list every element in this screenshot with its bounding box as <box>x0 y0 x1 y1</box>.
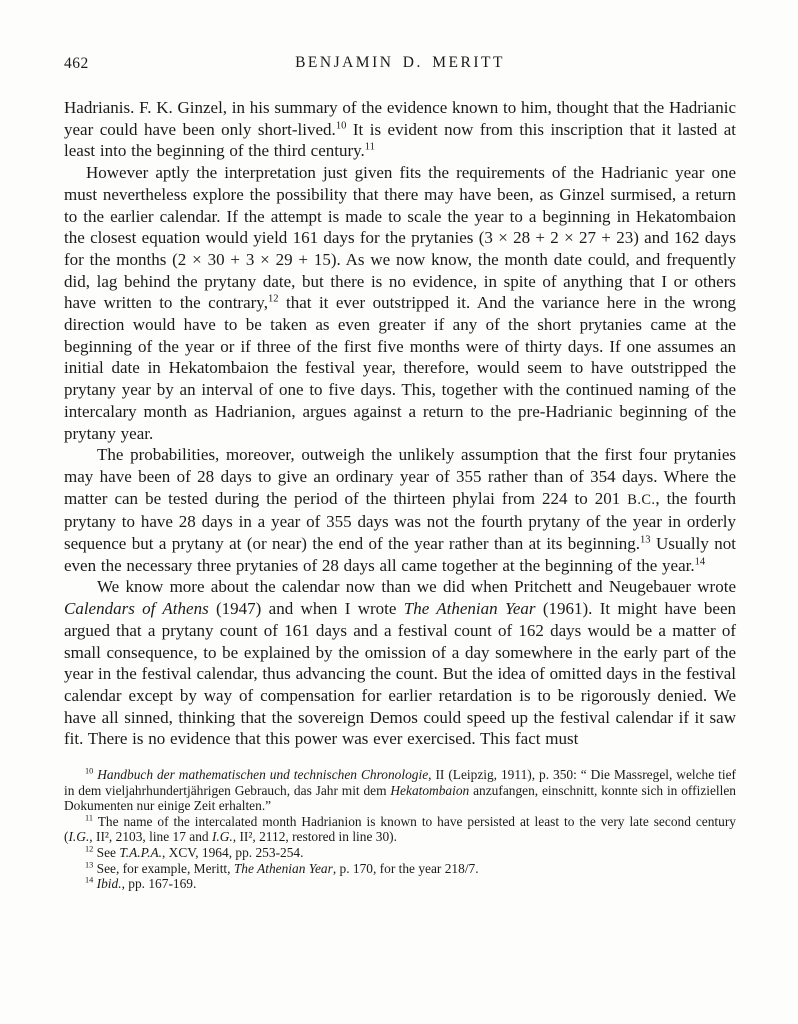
page-number: 462 <box>64 55 89 72</box>
text-segment: , pp. 167-169. <box>121 876 197 892</box>
text-segment: Calendars of Athens <box>64 599 209 619</box>
page-header <box>64 54 736 74</box>
footnote-ref: 11 <box>364 141 375 153</box>
footnote-ref: 10 <box>335 120 347 132</box>
text-segment: Ibid. <box>96 876 122 892</box>
text-segment: I.G. <box>68 829 90 845</box>
text-segment: See <box>93 845 120 861</box>
paragraph <box>64 576 736 750</box>
text-segment: anzufangen, einschnitt, konnte sich in offiziellen Dokumenten nur einige Zeit erhalten.” <box>64 782 736 814</box>
text-segment: Usually not even the necessary three prytanies of 28 days all came together at the beginning of the year. <box>64 534 736 575</box>
paragraph <box>64 444 736 576</box>
text-segment: It is evident now from this inscription that it lasted at least into the beginning of the third century. <box>64 119 737 161</box>
footnote-ref: 14 <box>85 875 94 885</box>
footnote-ref: 10 <box>85 766 94 776</box>
footnote <box>64 876 736 892</box>
paragraph <box>64 162 736 444</box>
text-segment: We know more about the calendar now than we did when Pritchett and Neugebauer wrote <box>97 577 736 597</box>
text-segment: Hekatombaion <box>390 782 470 798</box>
footnote-ref: 13 <box>85 860 94 870</box>
body-text <box>64 97 736 750</box>
text-segment: However aptly the interpretation just given fits the requirements of the Hadrianic year one must nevertheless explore the possibility that there may have been, as Ginzel surmised, a return to the earlier calendar. If the attempt is made to scale the year to a beginning in Hekatombaion the closest equation would yield 161 days for the prytanies (3 × 28 + 2 × 27 + 23) and 162 days for the months (2 × 30 + 3 × 29 + 15). As we now know, the month date could, and frequently did, lag behind the prytany date, but there is no evidence, in spite of anything that I or others have written to the contrary, <box>64 163 736 313</box>
text-segment: , the fourth prytany to have 28 days in a year of 355 days was not the fourth prytany of the year in orderly sequence but a prytany at (or near) the end of the year rather than at its beginning. <box>64 488 736 554</box>
footnote <box>64 814 736 845</box>
footnote-ref: 12 <box>267 293 279 305</box>
text-segment: T.A.P.A. <box>119 845 162 861</box>
text-segment: Hadrianis. F. K. Ginzel, in his summary of the evidence known to him, thought that the Hadrianic year could have been only short-lived. <box>64 98 736 139</box>
paragraph <box>64 97 736 162</box>
text-segment: I.G. <box>211 829 233 845</box>
text-segment: (1947) and when I wrote <box>208 599 404 619</box>
footnote-ref: 12 <box>85 844 94 854</box>
footnote <box>64 767 736 814</box>
footnote-ref: 13 <box>640 534 651 546</box>
footnotes <box>64 767 736 892</box>
text-segment: , II (Leipzig, 1911), p. 350: “ Die Massregel, welche tief in dem vieljahrhundertjährigen Gebrauch, das Jahr mit dem <box>64 767 736 798</box>
text-segment: that it ever outstripped it. And the variance here in the wrong direction would have to be taken as even greater if any of the short prytanies came at the beginning of the year or if three of the first five months were of thirty days. If one assumes an initial date in Hekatombaion the festival year, therefore, would seem to have outstripped the prytany year by an interval of one to five days. This, together with the continued naming of the intercalary month as Hadrianion, argues against a return to the pre-Hadrianic beginning of the prytany year. <box>64 293 736 443</box>
footnote-ref: 11 <box>85 813 93 823</box>
text-segment: (1961). It might have been argued that a prytany count of 161 days and a festival count of 162 days would be a matter of small consequence, to be explained by the omission of a day somewhere in the early part of the year in the festival calendar, thus advancing the count. But the idea of omitted days in the festival calendar except by way of compensation for earlier retardation is to be rigorously denied. We have all sinned, thinking that the sovereign Demos could speed up the festival calendar if it saw fit. There is no evidence that this power was ever exercised. This fact must <box>64 599 736 749</box>
running-head: BENJAMIN D. MERITT <box>295 54 505 71</box>
text-segment: See, for example, Meritt, <box>93 860 234 876</box>
text-segment: , II², 2103, line 17 and <box>89 829 212 845</box>
text-segment: The probabilities, moreover, outweigh the unlikely assumption that the first four prytanies may have been of 28 days to give an ordinary year of 355 rather than of 354 days. Where the matter can be tested during the period of the thirteen phylai from 224 to 201 <box>64 445 736 508</box>
text-segment: The Athenian Year <box>233 860 333 876</box>
footnote <box>64 861 736 877</box>
footnote-ref: 14 <box>694 556 706 568</box>
text-segment: B.C. <box>627 491 656 508</box>
text-segment: , XCV, 1964, pp. 253-254. <box>161 845 304 861</box>
text-segment: , II², 2112, restored in line 30). <box>232 829 397 845</box>
text-segment: The Athenian Year <box>403 599 536 619</box>
text-segment: Handbuch der mathematischen und technischen Chronologie <box>97 767 429 783</box>
text-segment: , p. 170, for the year 218/7. <box>332 860 479 876</box>
footnote <box>64 845 736 861</box>
text-segment: The name of the intercalated month Hadrianion is known to have persisted at least to the very late second century ( <box>64 813 736 845</box>
